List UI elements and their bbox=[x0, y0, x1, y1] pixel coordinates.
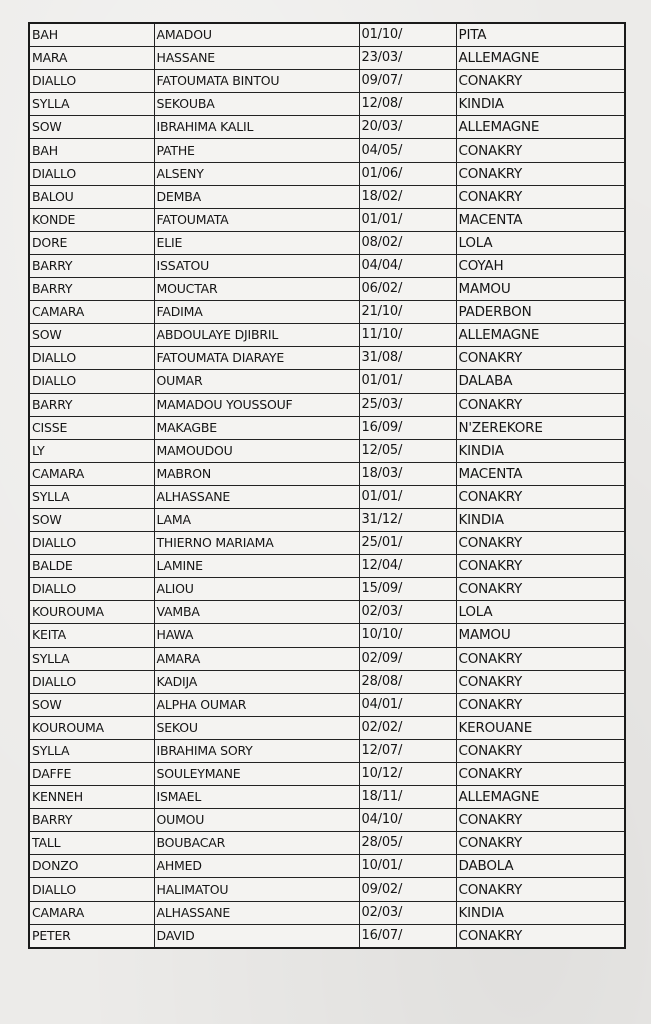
cell-place: N'ZEREKORE bbox=[456, 416, 625, 439]
cell-place: CONAKRY bbox=[456, 139, 625, 162]
cell-date: 10/10/ bbox=[359, 624, 456, 647]
cell-place: CONAKRY bbox=[456, 347, 625, 370]
cell-date: 15/09/ bbox=[359, 578, 456, 601]
cell-place: KINDIA bbox=[456, 93, 625, 116]
table-row bbox=[29, 23, 625, 47]
table-row bbox=[29, 601, 625, 624]
cell-date: 01/01/ bbox=[359, 370, 456, 393]
cell-first-name: FATOUMATA DIARAYE bbox=[154, 347, 359, 370]
cell-date: 02/09/ bbox=[359, 647, 456, 670]
cell-last-name: TALL bbox=[29, 832, 154, 855]
cell-first-name: HAWA bbox=[154, 624, 359, 647]
cell-date: 04/04/ bbox=[359, 254, 456, 277]
cell-place: MAMOU bbox=[456, 624, 625, 647]
cell-place: MACENTA bbox=[456, 462, 625, 485]
cell-first-name: ISMAEL bbox=[154, 786, 359, 809]
cell-date: 06/02/ bbox=[359, 278, 456, 301]
cell-last-name: CAMARA bbox=[29, 301, 154, 324]
cell-place: ALLEMAGNE bbox=[456, 786, 625, 809]
cell-last-name: BAH bbox=[29, 139, 154, 162]
cell-place: CONAKRY bbox=[456, 393, 625, 416]
cell-last-name: CAMARA bbox=[29, 901, 154, 924]
cell-first-name: DAVID bbox=[154, 924, 359, 948]
cell-last-name: SOW bbox=[29, 508, 154, 531]
cell-place: KINDIA bbox=[456, 439, 625, 462]
cell-last-name: DIALLO bbox=[29, 578, 154, 601]
table-row bbox=[29, 716, 625, 739]
table-row bbox=[29, 901, 625, 924]
table-row bbox=[29, 508, 625, 531]
cell-place: KINDIA bbox=[456, 508, 625, 531]
cell-last-name: BAH bbox=[29, 23, 154, 47]
cell-date: 01/01/ bbox=[359, 208, 456, 231]
cell-date: 11/10/ bbox=[359, 324, 456, 347]
table-row bbox=[29, 93, 625, 116]
cell-place: CONAKRY bbox=[456, 809, 625, 832]
cell-date: 16/09/ bbox=[359, 416, 456, 439]
cell-date: 10/01/ bbox=[359, 855, 456, 878]
cell-place: ALLEMAGNE bbox=[456, 116, 625, 139]
cell-place: KINDIA bbox=[456, 901, 625, 924]
cell-first-name: VAMBA bbox=[154, 601, 359, 624]
cell-first-name: SOULEYMANE bbox=[154, 763, 359, 786]
cell-date: 25/01/ bbox=[359, 532, 456, 555]
table-row bbox=[29, 855, 625, 878]
cell-first-name: SEKOU bbox=[154, 716, 359, 739]
cell-last-name: LY bbox=[29, 439, 154, 462]
cell-last-name: MARA bbox=[29, 47, 154, 70]
table-row bbox=[29, 439, 625, 462]
cell-date: 02/03/ bbox=[359, 901, 456, 924]
cell-place: CONAKRY bbox=[456, 670, 625, 693]
cell-first-name: FADIMA bbox=[154, 301, 359, 324]
cell-first-name: THIERNO MARIAMA bbox=[154, 532, 359, 555]
cell-date: 31/08/ bbox=[359, 347, 456, 370]
table-row bbox=[29, 370, 625, 393]
cell-first-name: MAKAGBE bbox=[154, 416, 359, 439]
cell-first-name: LAMA bbox=[154, 508, 359, 531]
cell-place: LOLA bbox=[456, 601, 625, 624]
cell-first-name: OUMAR bbox=[154, 370, 359, 393]
table-row bbox=[29, 624, 625, 647]
cell-first-name: HALIMATOU bbox=[154, 878, 359, 901]
table-row bbox=[29, 393, 625, 416]
cell-last-name: BALDE bbox=[29, 555, 154, 578]
cell-last-name: DIALLO bbox=[29, 162, 154, 185]
cell-first-name: ALHASSANE bbox=[154, 901, 359, 924]
cell-place: CONAKRY bbox=[456, 578, 625, 601]
table-row bbox=[29, 739, 625, 762]
cell-date: 02/03/ bbox=[359, 601, 456, 624]
table-row bbox=[29, 324, 625, 347]
cell-first-name: ELIE bbox=[154, 231, 359, 254]
cell-first-name: PATHE bbox=[154, 139, 359, 162]
cell-date: 01/06/ bbox=[359, 162, 456, 185]
cell-date: 31/12/ bbox=[359, 508, 456, 531]
cell-last-name: KOUROUMA bbox=[29, 716, 154, 739]
cell-first-name: ALHASSANE bbox=[154, 485, 359, 508]
table-row bbox=[29, 832, 625, 855]
cell-date: 12/07/ bbox=[359, 739, 456, 762]
cell-last-name: DIALLO bbox=[29, 70, 154, 93]
cell-date: 01/01/ bbox=[359, 485, 456, 508]
cell-first-name: AMADOU bbox=[154, 23, 359, 47]
cell-first-name: ALIOU bbox=[154, 578, 359, 601]
cell-date: 18/03/ bbox=[359, 462, 456, 485]
cell-date: 12/04/ bbox=[359, 555, 456, 578]
cell-date: 20/03/ bbox=[359, 116, 456, 139]
table-row bbox=[29, 924, 625, 948]
cell-last-name: SOW bbox=[29, 324, 154, 347]
cell-first-name: ALPHA OUMAR bbox=[154, 693, 359, 716]
cell-place: CONAKRY bbox=[456, 647, 625, 670]
cell-place: ALLEMAGNE bbox=[456, 47, 625, 70]
table-row bbox=[29, 647, 625, 670]
table-row bbox=[29, 416, 625, 439]
table-row bbox=[29, 47, 625, 70]
cell-first-name: LAMINE bbox=[154, 555, 359, 578]
table-row bbox=[29, 532, 625, 555]
cell-place: CONAKRY bbox=[456, 185, 625, 208]
cell-last-name: BARRY bbox=[29, 254, 154, 277]
cell-last-name: DIALLO bbox=[29, 670, 154, 693]
cell-last-name: DIALLO bbox=[29, 347, 154, 370]
cell-date: 09/07/ bbox=[359, 70, 456, 93]
table-row bbox=[29, 116, 625, 139]
table-row bbox=[29, 208, 625, 231]
table-row bbox=[29, 347, 625, 370]
table-row bbox=[29, 878, 625, 901]
cell-first-name: DEMBA bbox=[154, 185, 359, 208]
cell-last-name: DIALLO bbox=[29, 532, 154, 555]
cell-last-name: PETER bbox=[29, 924, 154, 948]
cell-first-name: SEKOUBA bbox=[154, 93, 359, 116]
cell-first-name: MOUCTAR bbox=[154, 278, 359, 301]
cell-place: CONAKRY bbox=[456, 832, 625, 855]
cell-last-name: SYLLA bbox=[29, 739, 154, 762]
cell-last-name: DAFFE bbox=[29, 763, 154, 786]
cell-place: CONAKRY bbox=[456, 739, 625, 762]
cell-last-name: SYLLA bbox=[29, 93, 154, 116]
cell-date: 18/11/ bbox=[359, 786, 456, 809]
table-row bbox=[29, 693, 625, 716]
cell-place: PADERBON bbox=[456, 301, 625, 324]
cell-date: 08/02/ bbox=[359, 231, 456, 254]
table-row bbox=[29, 278, 625, 301]
cell-first-name: IBRAHIMA KALIL bbox=[154, 116, 359, 139]
cell-last-name: CISSE bbox=[29, 416, 154, 439]
table-row bbox=[29, 162, 625, 185]
table-row bbox=[29, 185, 625, 208]
table-row bbox=[29, 578, 625, 601]
cell-place: DABOLA bbox=[456, 855, 625, 878]
cell-date: 16/07/ bbox=[359, 924, 456, 948]
cell-first-name: AMARA bbox=[154, 647, 359, 670]
cell-last-name: CAMARA bbox=[29, 462, 154, 485]
cell-last-name: DORE bbox=[29, 231, 154, 254]
cell-last-name: KEITA bbox=[29, 624, 154, 647]
cell-last-name: SYLLA bbox=[29, 485, 154, 508]
table-row bbox=[29, 254, 625, 277]
table-row bbox=[29, 301, 625, 324]
table-row bbox=[29, 231, 625, 254]
cell-first-name: IBRAHIMA SORY bbox=[154, 739, 359, 762]
cell-place: CONAKRY bbox=[456, 878, 625, 901]
cell-last-name: KONDE bbox=[29, 208, 154, 231]
cell-date: 25/03/ bbox=[359, 393, 456, 416]
cell-last-name: BARRY bbox=[29, 393, 154, 416]
cell-place: MACENTA bbox=[456, 208, 625, 231]
cell-date: 04/01/ bbox=[359, 693, 456, 716]
cell-last-name: DIALLO bbox=[29, 370, 154, 393]
cell-place: COYAH bbox=[456, 254, 625, 277]
cell-first-name: HASSANE bbox=[154, 47, 359, 70]
cell-place: CONAKRY bbox=[456, 70, 625, 93]
cell-last-name: SYLLA bbox=[29, 647, 154, 670]
cell-place: MAMOU bbox=[456, 278, 625, 301]
table-row bbox=[29, 555, 625, 578]
cell-first-name: KADIJA bbox=[154, 670, 359, 693]
cell-first-name: MAMOUDOU bbox=[154, 439, 359, 462]
cell-date: 12/08/ bbox=[359, 93, 456, 116]
cell-first-name: FATOUMATA BINTOU bbox=[154, 70, 359, 93]
cell-first-name: BOUBACAR bbox=[154, 832, 359, 855]
cell-date: 09/02/ bbox=[359, 878, 456, 901]
table-row bbox=[29, 139, 625, 162]
cell-place: CONAKRY bbox=[456, 924, 625, 948]
cell-place: CONAKRY bbox=[456, 555, 625, 578]
table-row bbox=[29, 670, 625, 693]
table-row bbox=[29, 809, 625, 832]
cell-place: KEROUANE bbox=[456, 716, 625, 739]
cell-first-name: ISSATOU bbox=[154, 254, 359, 277]
cell-place: ALLEMAGNE bbox=[456, 324, 625, 347]
table-row bbox=[29, 786, 625, 809]
cell-first-name: MABRON bbox=[154, 462, 359, 485]
cell-place: CONAKRY bbox=[456, 485, 625, 508]
cell-date: 23/03/ bbox=[359, 47, 456, 70]
cell-place: CONAKRY bbox=[456, 532, 625, 555]
cell-first-name: FATOUMATA bbox=[154, 208, 359, 231]
document-sheet bbox=[28, 22, 624, 949]
cell-last-name: SOW bbox=[29, 693, 154, 716]
cell-place: PITA bbox=[456, 23, 625, 47]
cell-date: 18/02/ bbox=[359, 185, 456, 208]
cell-place: CONAKRY bbox=[456, 693, 625, 716]
cell-last-name: KENNEH bbox=[29, 786, 154, 809]
cell-place: LOLA bbox=[456, 231, 625, 254]
cell-last-name: BARRY bbox=[29, 809, 154, 832]
cell-date: 01/10/ bbox=[359, 23, 456, 47]
cell-date: 28/08/ bbox=[359, 670, 456, 693]
cell-date: 04/10/ bbox=[359, 809, 456, 832]
cell-place: CONAKRY bbox=[456, 162, 625, 185]
cell-first-name: MAMADOU YOUSSOUF bbox=[154, 393, 359, 416]
table-row bbox=[29, 485, 625, 508]
cell-date: 21/10/ bbox=[359, 301, 456, 324]
cell-first-name: ABDOULAYE DJIBRIL bbox=[154, 324, 359, 347]
cell-last-name: DIALLO bbox=[29, 878, 154, 901]
cell-place: DALABA bbox=[456, 370, 625, 393]
cell-date: 02/02/ bbox=[359, 716, 456, 739]
cell-date: 10/12/ bbox=[359, 763, 456, 786]
cell-last-name: BALOU bbox=[29, 185, 154, 208]
cell-date: 28/05/ bbox=[359, 832, 456, 855]
cell-first-name: OUMOU bbox=[154, 809, 359, 832]
cell-date: 04/05/ bbox=[359, 139, 456, 162]
roster-body bbox=[29, 23, 625, 948]
cell-last-name: BARRY bbox=[29, 278, 154, 301]
cell-place: CONAKRY bbox=[456, 763, 625, 786]
cell-last-name: KOUROUMA bbox=[29, 601, 154, 624]
cell-first-name: ALSENY bbox=[154, 162, 359, 185]
cell-last-name: DONZO bbox=[29, 855, 154, 878]
table-row bbox=[29, 763, 625, 786]
table-row bbox=[29, 462, 625, 485]
cell-date: 12/05/ bbox=[359, 439, 456, 462]
cell-last-name: SOW bbox=[29, 116, 154, 139]
cell-first-name: AHMED bbox=[154, 855, 359, 878]
roster-table bbox=[28, 22, 626, 949]
table-row bbox=[29, 70, 625, 93]
